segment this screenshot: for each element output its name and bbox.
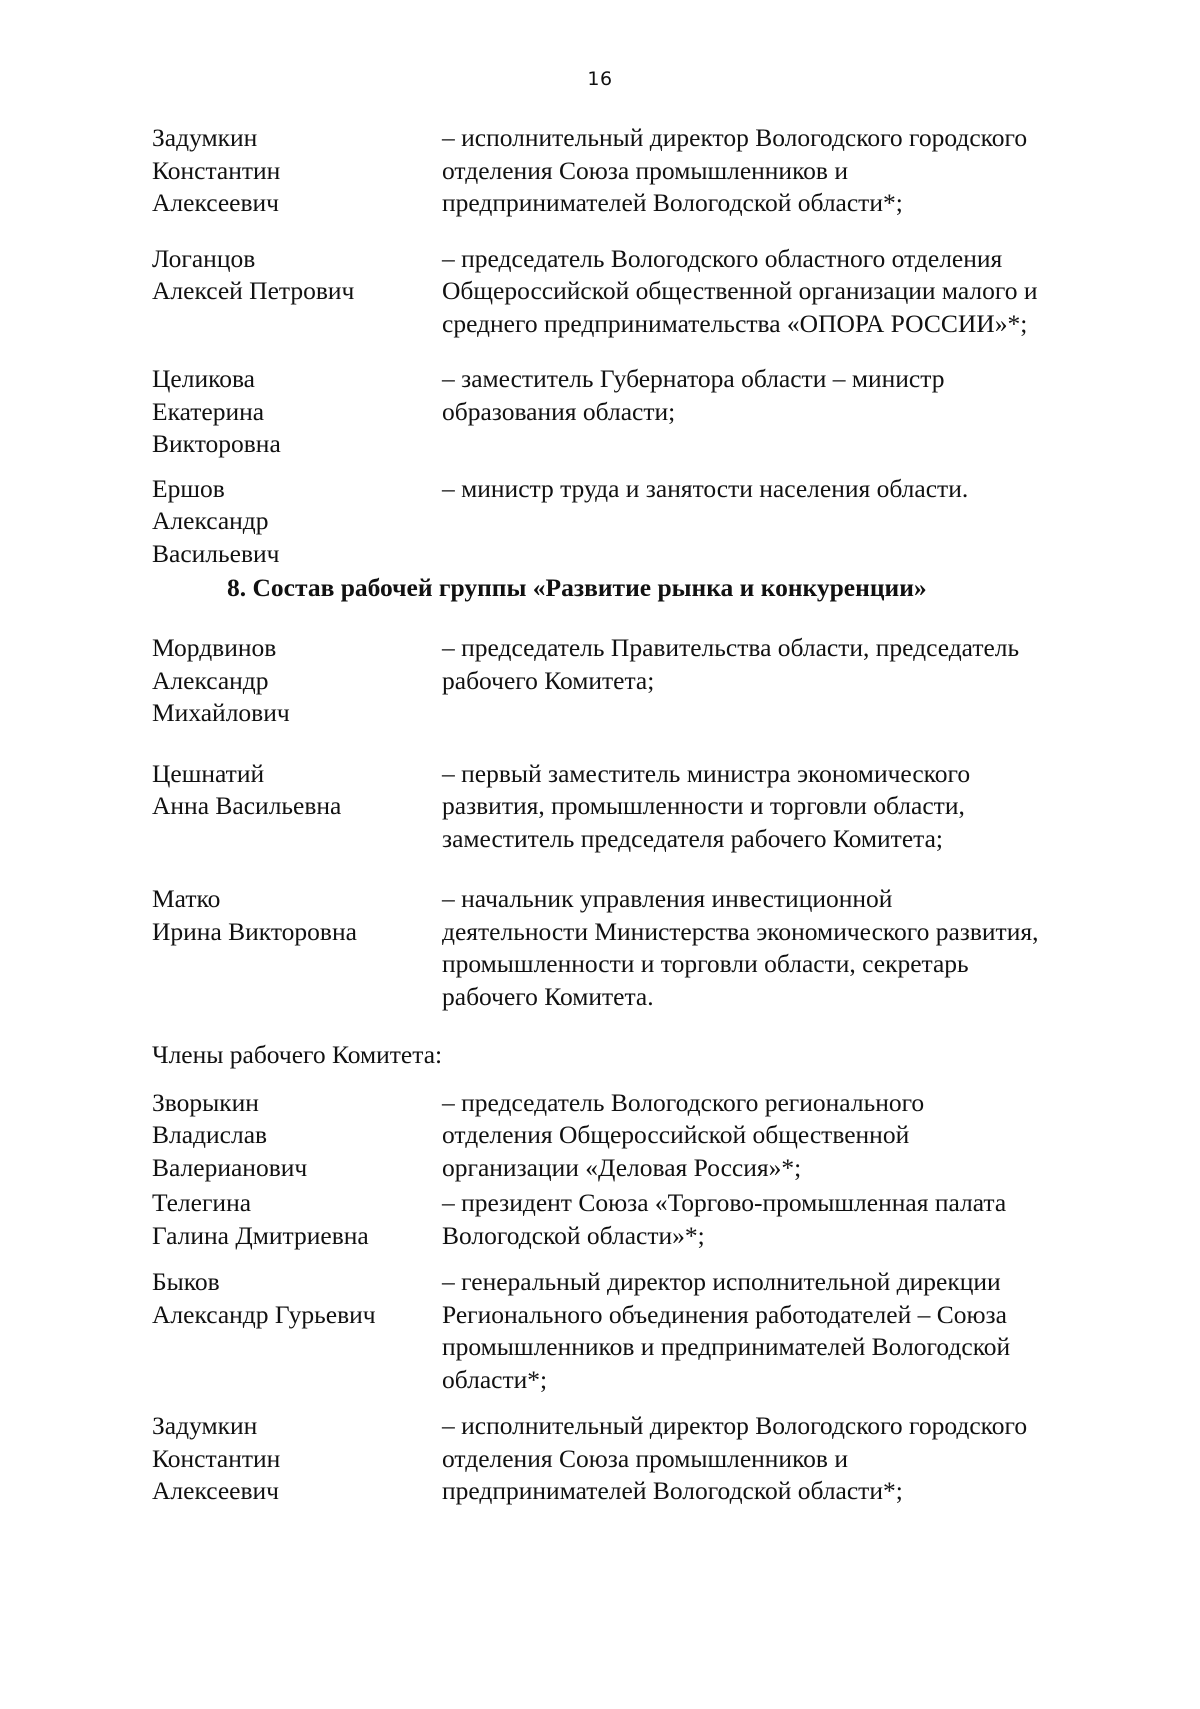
- member-name: [152, 1266, 442, 1396]
- name-line: Александр Гурьевич: [152, 1299, 376, 1329]
- member-entry: [152, 243, 1132, 341]
- role-line: – заместитель Губернатора области – министр: [442, 364, 945, 393]
- member-name: [152, 1087, 442, 1185]
- role-line: промышленности и торговли области, секретарь: [442, 949, 969, 978]
- name-line: Цешнатий: [152, 758, 265, 788]
- name-line: Анна Васильевна: [152, 791, 342, 820]
- role-line: развития, промышленности и торговли области,: [442, 791, 965, 820]
- member-role: [442, 758, 1132, 856]
- member-entry: [152, 363, 1132, 461]
- role-line: рабочего Комитета;: [442, 665, 655, 695]
- name-line: Екатерина: [152, 396, 265, 426]
- role-line: предпринимателей Вологодской области*;: [442, 1476, 903, 1505]
- role-line: Вологодской области»*;: [442, 1220, 705, 1250]
- role-line: – министр труда и занятости населения области.: [442, 473, 969, 503]
- member-role: [442, 363, 1132, 461]
- member-name: [152, 758, 442, 856]
- role-line: области*;: [442, 1364, 548, 1394]
- role-line: предпринимателей Вологодской области*;: [442, 188, 903, 217]
- name-line: Ирина Викторовна: [152, 916, 357, 946]
- role-line: – исполнительный директор Вологодского городского: [442, 1411, 1028, 1440]
- name-line: Ершов: [152, 473, 225, 503]
- member-entry: [152, 122, 1132, 220]
- name-line: Матко: [152, 884, 221, 913]
- name-line: Константин: [152, 1443, 281, 1473]
- name-line: Константин: [152, 155, 281, 185]
- role-line: – исполнительный директор Вологодского городского: [442, 123, 1028, 152]
- member-role: [442, 473, 1132, 571]
- member-name: [152, 632, 442, 730]
- role-line: промышленников и предпринимателей Вологодской: [442, 1332, 1011, 1361]
- role-line: – первый заместитель министра экономического: [442, 758, 971, 788]
- member-name: [152, 243, 442, 341]
- document-body: [152, 122, 1132, 1508]
- role-line: отделения Союза промышленников и: [442, 155, 848, 185]
- name-line: Владислав: [152, 1120, 268, 1149]
- member-role: [442, 243, 1132, 341]
- role-line: – генеральный директор исполнительной дирекции: [442, 1267, 1001, 1296]
- name-line: Васильевич: [152, 538, 280, 568]
- role-line: – председатель Правительства области, председатель: [442, 633, 1020, 662]
- member-role: [442, 1187, 1132, 1252]
- member-role: [442, 1266, 1132, 1396]
- member-role: [442, 1087, 1132, 1185]
- role-line: заместитель председателя рабочего Комитета;: [442, 823, 943, 853]
- name-line: Михайлович: [152, 698, 290, 727]
- member-entry: [152, 1187, 1132, 1252]
- role-line: деятельности Министерства экономического развития,: [442, 916, 1039, 946]
- role-line: отделения Общероссийской общественной: [442, 1120, 910, 1149]
- member-name: [152, 1187, 442, 1252]
- name-line: Галина Дмитриевна: [152, 1220, 369, 1250]
- member-entry: [152, 883, 1132, 1013]
- role-line: – начальник управления инвестиционной: [442, 884, 893, 913]
- role-line: Общероссийской общественной организации малого и: [442, 276, 1038, 305]
- section-heading: 8. Состав рабочей группы «Развитие рынка и конкуренции»: [227, 573, 927, 602]
- role-line: Регионального объединения работодателей – Союза: [442, 1299, 1007, 1329]
- member-name: [152, 883, 442, 1013]
- name-line: Валерианович: [152, 1152, 308, 1182]
- member-role: [442, 122, 1132, 220]
- member-role: [442, 1410, 1132, 1508]
- name-line: Логанцов: [152, 243, 256, 273]
- role-line: рабочего Комитета.: [442, 981, 654, 1011]
- name-line: Алексей Петрович: [152, 276, 355, 305]
- member-name: [152, 122, 442, 220]
- role-line: организации «Деловая Россия»*;: [442, 1152, 802, 1182]
- member-entry: [152, 632, 1132, 730]
- name-line: Алексеевич: [152, 1476, 279, 1505]
- name-line: Мордвинов: [152, 633, 277, 662]
- role-line: среднего предпринимательства «ОПОРА РОССИИ»*;: [442, 308, 1028, 338]
- page-number: 16: [587, 68, 613, 90]
- member-role: [442, 883, 1132, 1013]
- member-entry: [152, 1266, 1132, 1396]
- name-line: Александр: [152, 506, 269, 535]
- member-entry: [152, 1410, 1132, 1508]
- name-line: Зворыкин: [152, 1087, 259, 1117]
- name-line: Алексеевич: [152, 188, 279, 217]
- role-line: отделения Союза промышленников и: [442, 1443, 848, 1473]
- member-role: [442, 632, 1132, 730]
- name-line: Задумкин: [152, 1411, 258, 1440]
- name-line: Быков: [152, 1267, 220, 1296]
- member-entry: [152, 473, 1132, 571]
- member-name: [152, 363, 442, 461]
- name-line: Целикова: [152, 364, 255, 393]
- name-line: Александр: [152, 665, 269, 695]
- name-line: Викторовна: [152, 429, 281, 458]
- name-line: Телегина: [152, 1188, 252, 1217]
- members-label: Члены рабочего Комитета:: [152, 1040, 443, 1069]
- member-name: [152, 1410, 442, 1508]
- member-name: [152, 473, 442, 571]
- name-line: Задумкин: [152, 123, 258, 152]
- role-line: – председатель Вологодского регионального: [442, 1087, 925, 1117]
- role-line: – президент Союза «Торгово-промышленная палата: [442, 1188, 1007, 1217]
- member-entry: [152, 1087, 1132, 1185]
- role-line: – председатель Вологодского областного отделения: [442, 243, 1003, 273]
- member-entry: [152, 758, 1132, 856]
- role-line: образования области;: [442, 396, 676, 426]
